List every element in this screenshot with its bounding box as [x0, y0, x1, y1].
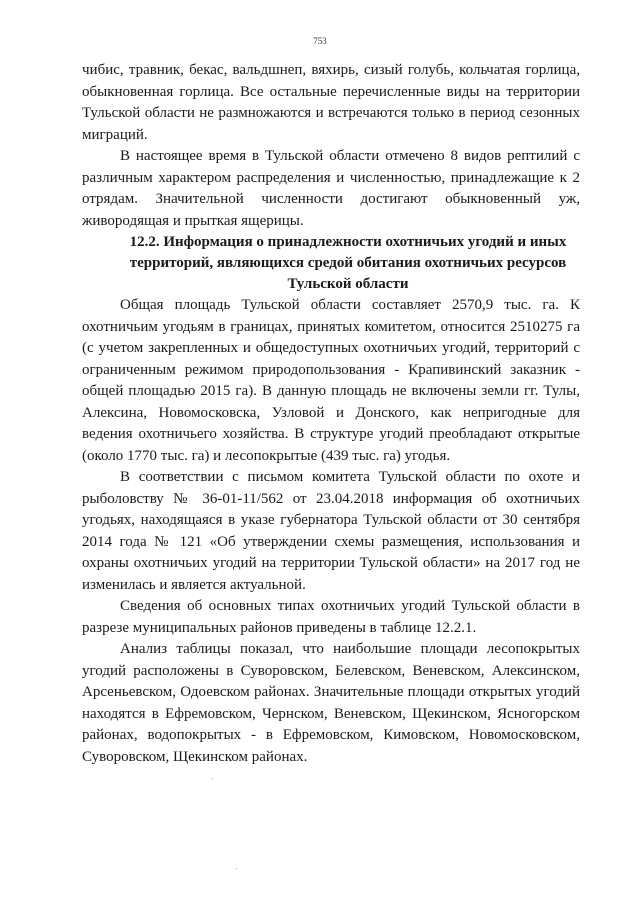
paragraph-table-analysis: Анализ таблицы показал, что наибольшие площади лесопокрытых угодий расположены в Суворовском, Белевском, Веневском, Алексинском, Арсеньевском, Одоевском районах. Значительные площади открытых угодий находятся в Ефремовском, Чернском, Веневском, Щекинском, Ясногорском районах, водопокрытых - в Ефремовском, Кимовском, Новомосковском, Суворовском, Щекинском районах.	[82, 641, 580, 765]
scan-speck	[212, 778, 213, 779]
section-heading: 12.2. Информация о принадлежности охотничьих угодий и иных территорий, являющихся средой обитания охотничьих ресурсов Тульской области	[129, 234, 567, 292]
page-number: 753	[313, 36, 327, 46]
paragraph-total-area: Общая площадь Тульской области составляет 2570,9 тыс. га. К охотничьим угодьям в границах, принятых комитетом, относится 2510275 га (с учетом закрепленных и общедоступных охотничьих угодий, территорий с ограниченным режимом природопользования - Крапивинский заказник - общей площадью 2015 га). В данную площадь не включены земли гг. Тулы, Алексина, Новомосковска, Узловой и Донского, как непригодные для ведения охотничьего хозяйства. В структуре угодий преобладают открытые (около 1770 тыс. га) и лесопокрытые (439 тыс. га) угодья.	[82, 297, 580, 464]
scan-speck	[236, 868, 237, 869]
paragraph-table-reference: Сведения об основных типах охотничьих угодий Тульской области в разрезе муниципальных районов приведены в таблице 12.2.1.	[82, 598, 580, 636]
paragraph-birds: чибис, травник, бекас, вальдшнеп, вяхирь, сизый голубь, кольчатая горлица, обыкновенная горлица. Все остальные перечисленные виды на территории Тульской области не размножаются и встречаются только в период сезонных миграций.	[82, 62, 580, 143]
paragraph-reptiles: В настоящее время в Тульской области отмечено 8 видов рептилий с различным характером распределения и численностью, принадлежащие к 2 отрядам. Значительной численности достигают обыкновенный уж, живородящая и прыткая ящерицы.	[82, 148, 580, 229]
paragraph-letter-reference: В соответствии с письмом комитета Тульской области по охоте и рыболовству № 36-01-11/562 от 23.04.2018 информация об охотничьих угодьях, находящаяся в указе губернатора Тульской области от 30 сентября 2014 года № 121 «Об утверждении схемы размещения, использования и охраны охотничьих угодий на территории Тульской области» на 2017 год не изменилась и является актуальной.	[82, 469, 580, 593]
document-body	[82, 60, 580, 768]
